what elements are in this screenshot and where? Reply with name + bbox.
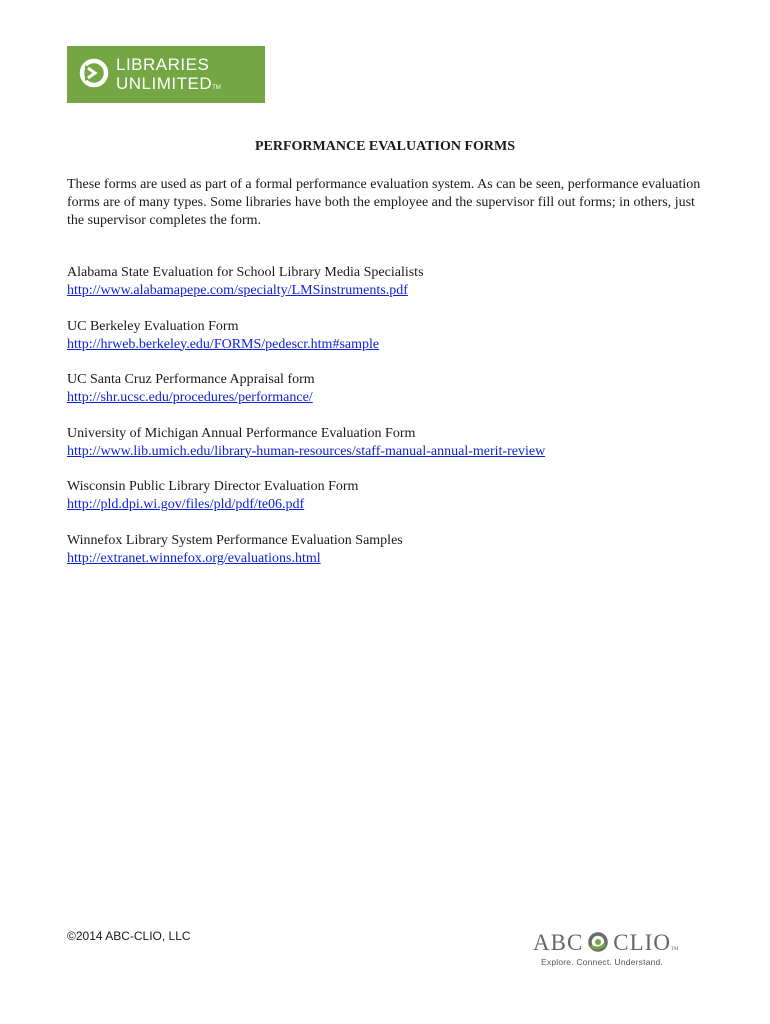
list-item <box>67 478 717 532</box>
form-link[interactable]: http://shr.ucsc.edu/procedures/performance/ <box>67 390 313 405</box>
libraries-unlimited-emblem-icon <box>79 56 111 90</box>
brand-trademark: TM <box>670 947 679 952</box>
form-link[interactable]: http://extranet.winnefox.org/evaluations.html <box>67 550 321 566</box>
logo-line-1: LIBRARIES <box>116 55 210 74</box>
list-item <box>67 318 717 372</box>
brand-tagline: Explore. Connect. Understand. <box>541 957 664 967</box>
form-name: UC Santa Cruz Performance Appraisal form <box>67 372 315 387</box>
page-title: PERFORMANCE EVALUATION FORMS <box>254 139 516 154</box>
list-item <box>67 264 717 318</box>
list-item <box>67 532 717 586</box>
form-link[interactable]: http://pld.dpi.wi.gov/files/pld/pdf/te06.pdf <box>67 497 305 512</box>
form-link[interactable]: http://hrweb.berkeley.edu/FORMS/pedescr.htm#sample <box>67 336 380 352</box>
form-link[interactable]: http://www.alabamapepe.com/specialty/LMSinstruments.pdf <box>67 283 408 298</box>
brand-clio: CLIO <box>613 930 671 955</box>
form-name: UC Berkeley Evaluation Form <box>67 318 239 334</box>
copyright-notice: ©2014 ABC-CLIO, LLC <box>67 929 191 943</box>
form-name: Alabama State Evaluation for School Library Media Specialists <box>67 265 424 280</box>
form-link[interactable]: http://www.lib.umich.edu/library-human-resources/staff-manual-annual-merit-review <box>67 443 546 459</box>
list-item <box>67 425 717 479</box>
evaluation-form-list <box>67 264 717 585</box>
abc-clio-logo <box>533 930 703 970</box>
libraries-unlimited-logo <box>67 46 265 103</box>
form-name: Wisconsin Public Library Director Evaluation Form <box>67 479 359 494</box>
form-name: University of Michigan Annual Performance Evaluation Form <box>67 425 416 441</box>
list-item <box>67 371 717 425</box>
intro-paragraph: These forms are used as part of a formal performance evaluation system. As can be seen, performance evaluation forms are of many types. Some libraries have both the employee and the supervisor fill out forms; in others, just the supervisor completes the form. <box>67 177 701 229</box>
logo-trademark: TM <box>212 85 221 91</box>
logo-line-2: UNLIMITED <box>116 74 213 93</box>
form-name: Winnefox Library System Performance Evaluation Samples <box>67 532 403 548</box>
brand-abc: ABC <box>533 930 584 955</box>
globe-swirl-icon <box>587 931 609 959</box>
logo-wordmark <box>116 55 221 98</box>
